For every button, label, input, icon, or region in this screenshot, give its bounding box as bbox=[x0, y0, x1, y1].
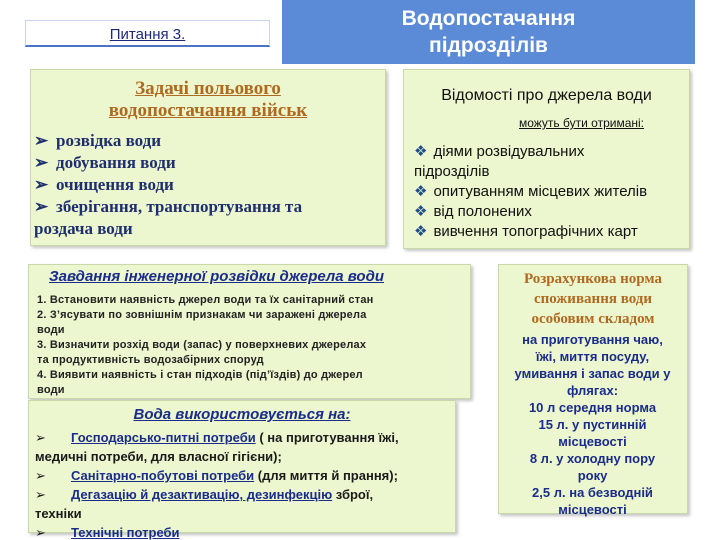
list-item-continuation: техніки bbox=[35, 506, 82, 521]
norm-line: місцевості bbox=[558, 434, 627, 449]
tasks-panel bbox=[30, 69, 386, 246]
sources-list bbox=[414, 142, 685, 242]
arrow-bullet-icon: ➢ bbox=[35, 430, 46, 445]
arrow-bullet-icon: ➢ bbox=[35, 525, 46, 540]
list-item-continuation: роздача води bbox=[34, 219, 133, 238]
list-item: ➢ очищення води bbox=[34, 175, 174, 194]
list-item: 3. Визначити розхід води (запас) у поверхневих джерелах bbox=[37, 339, 367, 351]
tasks-title-line-2: водопостачання військ bbox=[108, 100, 308, 121]
tasks-title-line-1: Задачі польового bbox=[135, 78, 281, 99]
list-item: води bbox=[37, 384, 65, 396]
norm-line: 2,5 л. на безводній bbox=[532, 485, 653, 500]
list-item: 4. Виявити наявність і стан підходів (під’їздів) до джерел bbox=[37, 369, 363, 381]
norm-line: 15 л. у пустинній bbox=[538, 417, 647, 432]
sources-panel bbox=[403, 69, 690, 249]
list-item-continuation: медичні потреби, для власної гігієни); bbox=[35, 449, 282, 464]
list-item: ❖ діями розвідувальних bbox=[414, 143, 585, 160]
arrow-bullet-icon: ➢ bbox=[34, 197, 49, 216]
arrow-bullet-icon: ➢ bbox=[34, 131, 49, 150]
engineering-list bbox=[37, 293, 464, 398]
norm-title bbox=[499, 269, 687, 329]
norm-title-line-3: особовим складом bbox=[531, 311, 655, 327]
norm-line: на приготування чаю, bbox=[522, 332, 663, 347]
usage-panel bbox=[28, 400, 456, 540]
title-line-1: Водопостачання bbox=[401, 7, 576, 30]
engineering-title: Завдання інженерної розвідки джерела води bbox=[49, 268, 385, 285]
usage-list bbox=[35, 428, 451, 540]
arrow-bullet-icon: ➢ bbox=[35, 487, 46, 502]
list-item-continuation: підрозділів bbox=[414, 163, 490, 180]
norm-line: місцевості bbox=[558, 502, 627, 517]
norm-text bbox=[502, 331, 683, 518]
norm-line: умивання і запас води у bbox=[514, 366, 671, 381]
list-item: 2. З’ясувати по зовнішнім признакам чи заражені джерела bbox=[37, 309, 367, 321]
usage-title: Вода використовується на: bbox=[133, 406, 351, 423]
diamond-bullet-icon: ❖ bbox=[414, 223, 428, 240]
tasks-list bbox=[34, 130, 379, 240]
norm-panel bbox=[498, 264, 688, 517]
list-item: ➢ Дегазацію й дезактивацію, дезинфекцію зброї, bbox=[35, 487, 374, 502]
engineering-panel bbox=[28, 264, 471, 399]
list-item: ➢ розвідка води bbox=[34, 131, 162, 150]
list-item: ➢ Технічні потреби bbox=[35, 525, 180, 540]
list-item: 1. Встановити наявність джерел води та їх санітарний стан bbox=[37, 294, 374, 306]
arrow-bullet-icon: ➢ bbox=[34, 175, 49, 194]
arrow-bullet-icon: ➢ bbox=[35, 468, 46, 483]
norm-line: року bbox=[577, 468, 608, 483]
norm-line: їжі, миття посуду, bbox=[535, 349, 650, 364]
sources-subtitle: можуть бути отримані: bbox=[518, 116, 644, 130]
tasks-title bbox=[31, 78, 385, 122]
title-banner bbox=[282, 0, 695, 64]
list-item: ➢ добування води bbox=[34, 153, 176, 172]
arrow-bullet-icon: ➢ bbox=[34, 153, 49, 172]
question-label: Питання 3. bbox=[109, 26, 186, 43]
list-item: та продуктивність водозабірних споруд bbox=[37, 354, 264, 366]
list-item: ❖ опитуванням місцевих жителів bbox=[414, 183, 648, 200]
title-line-2: підрозділів bbox=[429, 34, 548, 57]
diamond-bullet-icon: ❖ bbox=[414, 143, 428, 160]
list-item: ➢ Господарсько-питні потреби ( на приготування їжі, bbox=[35, 430, 399, 445]
question-label-box bbox=[25, 20, 270, 47]
list-item: ❖ вивчення топографічних карт bbox=[414, 223, 638, 240]
diamond-bullet-icon: ❖ bbox=[414, 203, 428, 220]
norm-title-line-2: споживання води bbox=[534, 291, 652, 307]
list-item: ➢ Санітарно-побутові потреби (для миття й прання); bbox=[35, 468, 398, 483]
norm-title-line-1: Розрахункова норма bbox=[523, 271, 663, 287]
sources-title: Відомості про джерела води bbox=[441, 87, 652, 104]
norm-line: 10 л середня норма bbox=[528, 400, 657, 415]
diamond-bullet-icon: ❖ bbox=[414, 183, 428, 200]
norm-line: 8 л. у холодну пору bbox=[529, 451, 656, 466]
list-item: води bbox=[37, 324, 65, 336]
list-item: ➢ зберігання, транспортування та bbox=[34, 197, 303, 216]
list-item: ❖ від полонених bbox=[414, 203, 532, 220]
norm-line: флягах: bbox=[566, 383, 619, 398]
